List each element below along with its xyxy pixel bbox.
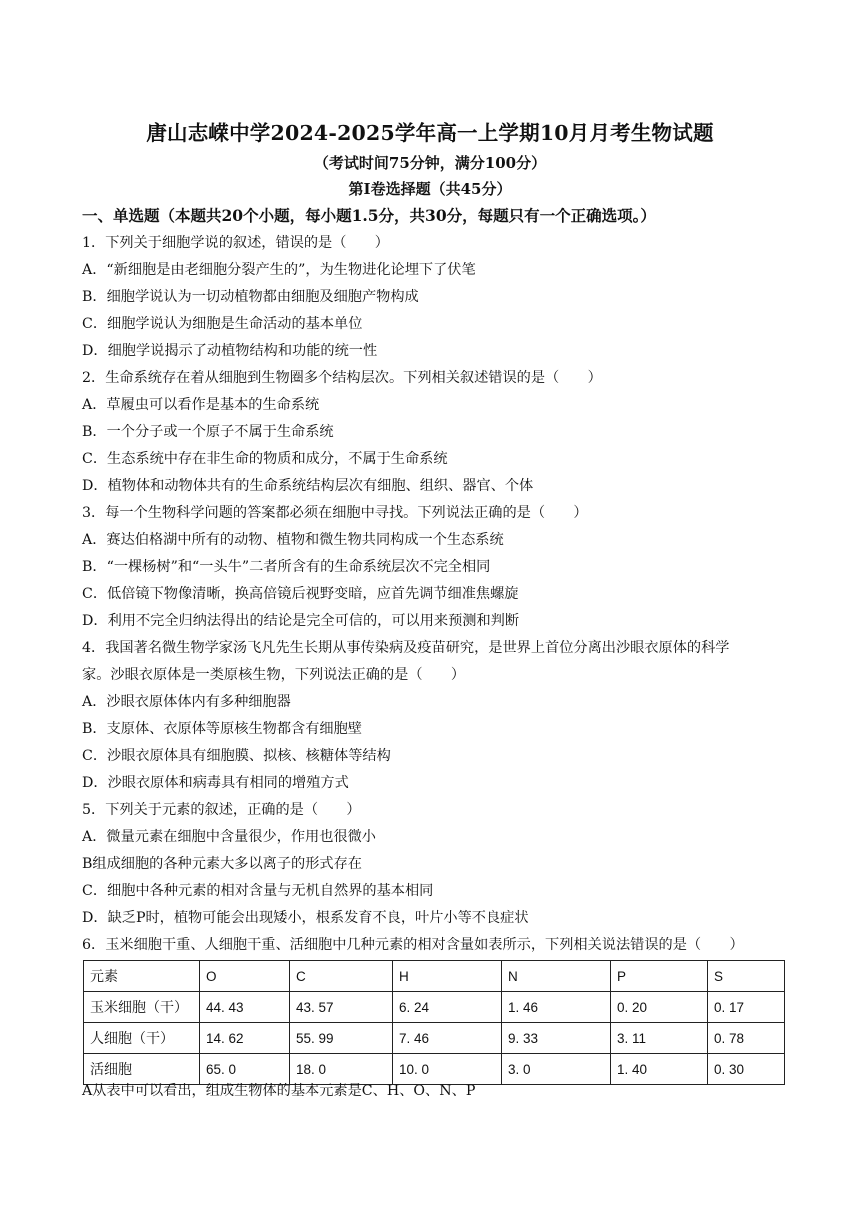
table-cell: 44. 43 <box>200 992 290 1023</box>
option-b: B组成细胞的各种元素大多以离子的形式存在 <box>82 856 362 872</box>
table-header-row <box>84 961 785 992</box>
table-cell: 0. 78 <box>708 1023 785 1054</box>
table-cell: 活细胞 <box>84 1054 200 1085</box>
table-cell: 14. 62 <box>200 1023 290 1054</box>
table-cell: 0. 20 <box>611 992 708 1023</box>
table-cell: 3. 0 <box>502 1054 611 1085</box>
option-c: C．细胞学说认为细胞是生命活动的基本单位 <box>82 316 363 332</box>
option-d: D．植物体和动物体共有的生命系统结构层次有细胞、组织、器官、个体 <box>82 478 534 494</box>
option-b: B．支原体、衣原体等原核生物都含有细胞壁 <box>82 721 362 737</box>
table-header-cell: P <box>611 961 708 992</box>
option-d: D．利用不完全归纳法得出的结论是完全可信的，可以用来预测和判断 <box>82 613 520 629</box>
option-a: A．沙眼衣原体体内有多种细胞器 <box>82 694 291 710</box>
question-stem-continued: 家。沙眼衣原体是一类原核生物，下列说法正确的是（ ） <box>82 667 466 683</box>
section-heading: 一、单选题（本题共20个小题，每小题1.5分，共30分，每题只有一个正确选项。） <box>82 206 656 225</box>
option-d: D．缺乏P时，植物可能会出现矮小，根系发育不良，叶片小等不良症状 <box>82 910 529 926</box>
option-a: A．赛达伯格湖中所有的动物、植物和微生物共同构成一个生态系统 <box>82 532 504 548</box>
option-d: D．细胞学说揭示了动植物结构和功能的统一性 <box>82 343 378 359</box>
option-b: B．一个分子或一个原子不属于生命系统 <box>82 424 334 440</box>
part-heading: 第I卷选择题（共45分） <box>348 180 512 198</box>
option-c: C．生态系统中存在非生命的物质和成分，不属于生命系统 <box>82 451 448 467</box>
table-cell: 65. 0 <box>200 1054 290 1085</box>
table-cell: 9. 33 <box>502 1023 611 1054</box>
question-stem: 6．玉米细胞干重、人细胞干重、活细胞中几种元素的相对含量如表所示，下列相关说法错误的是（ ） <box>82 937 744 953</box>
option-b: B．“一棵杨树”和“一头牛”二者所含有的生命系统层次不完全相同 <box>82 559 491 575</box>
table-cell: 1. 46 <box>502 992 611 1023</box>
table-cell: 10. 0 <box>393 1054 502 1085</box>
option-a: A从表中可以看出，组成生物体的基本元素是C、H、O、N、P <box>82 1083 476 1099</box>
table-cell: 18. 0 <box>290 1054 393 1085</box>
table-cell: 7. 46 <box>393 1023 502 1054</box>
option-a: A．“新细胞是由老细胞分裂产生的”，为生物进化论埋下了伏笔 <box>82 262 476 278</box>
element-content-table <box>83 960 785 1085</box>
table-header-cell: N <box>502 961 611 992</box>
table-cell: 6. 24 <box>393 992 502 1023</box>
question-stem: 2．生命系统存在着从细胞到生物圈多个结构层次。下列相关叙述错误的是（ ） <box>82 370 602 386</box>
table-cell: 0. 17 <box>708 992 785 1023</box>
option-a: A．草履虫可以看作是基本的生命系统 <box>82 397 320 413</box>
table-header-cell: S <box>708 961 785 992</box>
option-a: A．微量元素在细胞中含量很少，作用也很微小 <box>82 829 376 845</box>
table-row <box>84 992 785 1023</box>
table-row <box>84 1023 785 1054</box>
question-stem: 1．下列关于细胞学说的叙述，错误的是（ ） <box>82 235 389 251</box>
question-stem: 3．每一个生物科学问题的答案都必须在细胞中寻找。下列说法正确的是（ ） <box>82 505 588 521</box>
table-cell: 55. 99 <box>290 1023 393 1054</box>
exam-info: （考试时间75分钟，满分100分） <box>313 154 547 172</box>
option-c: C．细胞中各种元素的相对含量与无机自然界的基本相同 <box>82 883 434 899</box>
table-cell: 1. 40 <box>611 1054 708 1085</box>
table-header-cell: H <box>393 961 502 992</box>
question-stem: 5．下列关于元素的叙述，正确的是（ ） <box>82 802 361 818</box>
page-title: 唐山志嵘中学2024-2025学年高一上学期10月月考生物试题 <box>146 121 714 145</box>
table-header-cell: 元素 <box>84 961 200 992</box>
table-cell: 43. 57 <box>290 992 393 1023</box>
option-c: C．沙眼衣原体具有细胞膜、拟核、核糖体等结构 <box>82 748 391 764</box>
option-b: B．细胞学说认为一切动植物都由细胞及细胞产物构成 <box>82 289 419 305</box>
table-cell: 人细胞（干） <box>84 1023 200 1054</box>
option-c: C．低倍镜下物像清晰，换高倍镜后视野变暗，应首先调节细准焦螺旋 <box>82 586 519 602</box>
question-stem: 4．我国著名微生物学家汤飞凡先生长期从事传染病及疫苗研究，是世界上首位分离出沙眼衣原体的科学 <box>82 640 730 656</box>
table-cell: 0. 30 <box>708 1054 785 1085</box>
table-cell: 3. 11 <box>611 1023 708 1054</box>
table-header-cell: C <box>290 961 393 992</box>
table-cell: 玉米细胞（干） <box>84 992 200 1023</box>
option-d: D．沙眼衣原体和病毒具有相同的增殖方式 <box>82 775 349 791</box>
table-row <box>84 1054 785 1085</box>
table-header-cell: O <box>200 961 290 992</box>
